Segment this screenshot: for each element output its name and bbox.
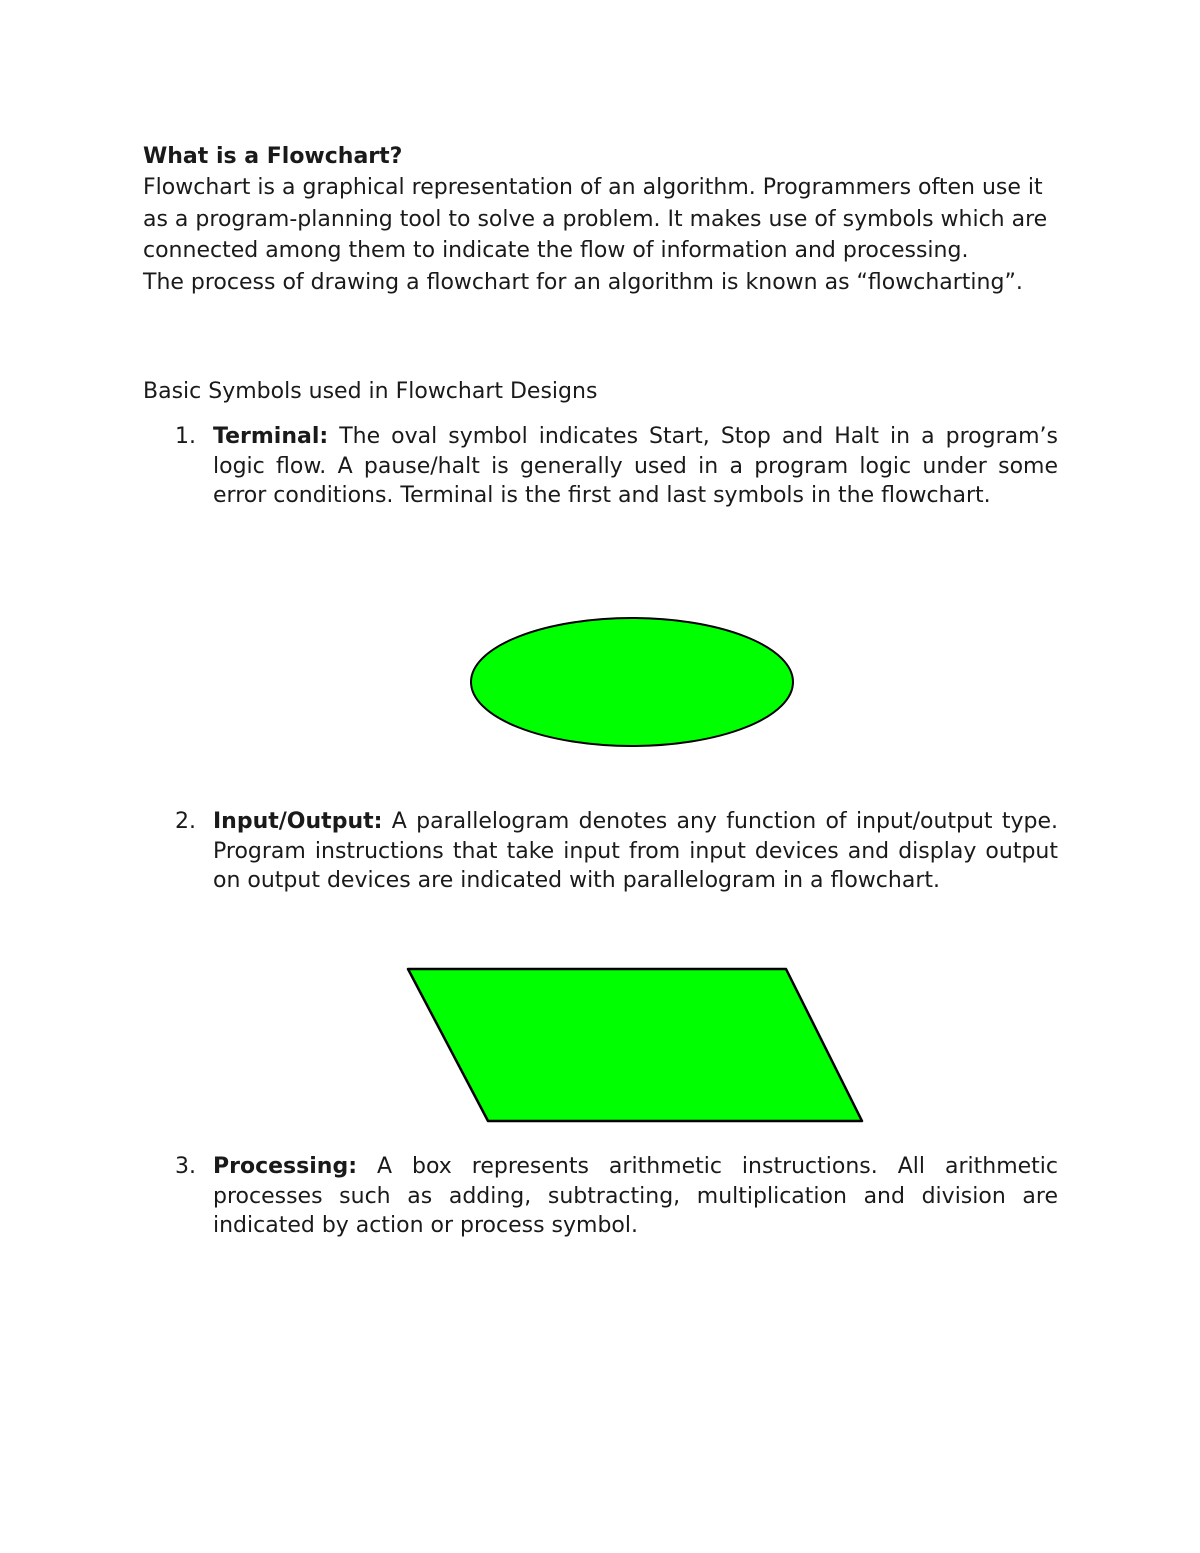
list-item-number: 3. (175, 1154, 196, 1179)
list-item-term: Processing: (213, 1154, 357, 1179)
list-item-description: A parallelogram denotes any function of input/output type. Program instructions that take input from input devices and display output on output devices are indicated with parallelogram in a flowchart. (213, 809, 1058, 894)
list-item-number: 1. (175, 424, 196, 449)
list-item-term: Terminal: (213, 424, 329, 449)
list-item-description: A box represents arithmetic instructions. All arithmetic processes such as adding, subtracting, multiplication and division are indicated by action or process symbol. (213, 1154, 1058, 1239)
list-item-processing (143, 1152, 1058, 1241)
input-output-parallelogram-shape (408, 969, 862, 1121)
list-item-input-output (143, 807, 1058, 896)
page-title: What is a Flowchart? (143, 144, 403, 169)
intro-paragraph: The process of drawing a flowchart for an algorithm is known as “flowcharting”. (143, 269, 1023, 295)
section-subheading: Basic Symbols used in Flowchart Designs (143, 379, 598, 404)
terminal-oval-shape (471, 618, 793, 746)
list-item-body (213, 1152, 1058, 1241)
list-item-body (213, 807, 1058, 896)
intro-paragraph: Flowchart is a graphical representation of an algorithm. Programmers often use it as a program-planning tool to solve a problem. It makes use of symbols which are connected among them to indicate the flow of information and processing. (143, 175, 1048, 263)
list-item-number: 2. (175, 809, 196, 834)
list-item-description: The oval symbol indicates Start, Stop and Halt in a program’s logic flow. A pause/halt is generally used in a program logic under some error conditions. Terminal is the first and last symbols in the flowchart. (213, 424, 1058, 509)
list-item-term: Input/Output: (213, 809, 383, 834)
